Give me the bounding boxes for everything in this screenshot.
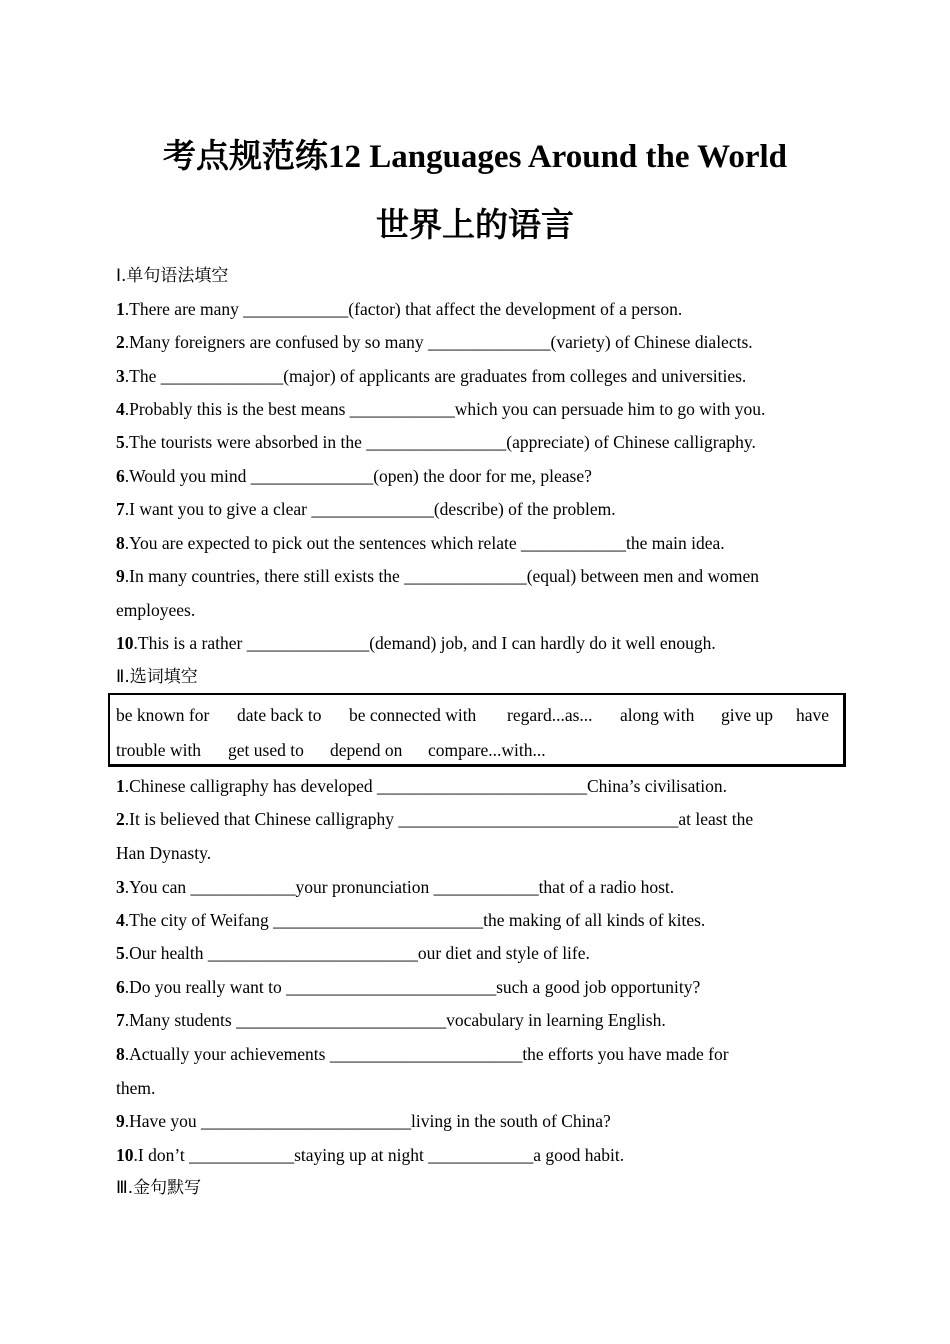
s1-question-1 [116,297,828,321]
s2-question-10 [116,1143,828,1167]
question-text: .I want you to give a clear ______________(describe) of the problem. [124,499,616,519]
question-text: .Have you ________________________living in the south of China? [124,1111,611,1131]
question-number: 3 [116,366,125,386]
question-text: .In many countries, there still exists the ______________(equal) between men and women [124,566,759,586]
word-option: trouble with [116,740,202,760]
s1-question-7 [116,497,828,521]
question-number: 5 [116,432,125,452]
question-number: 1 [116,776,125,796]
question-number: 7 [116,1010,125,1030]
question-number: 2 [116,332,125,352]
question-number: 3 [116,877,125,897]
question-text: .The tourists were absorbed in the ________________(appreciate) of Chinese calligraphy. [124,432,756,452]
question-text: .I don’t ____________staying up at night ____________a good habit. [133,1145,625,1165]
s1-question-3 [116,364,828,388]
s1-question-6 [116,464,828,488]
s2-question-7 [116,1008,828,1032]
page-subtitle: 世界上的语言 [376,208,574,244]
page-title: 考点规范练12 Languages Around the World [162,139,788,175]
s2-question-2 [116,807,828,831]
question-text: .Would you mind ______________(open) the door for me, please? [124,466,592,486]
question-text: .It is believed that Chinese calligraphy ________________________________at least the [124,809,754,829]
question-text: .Actually your achievements ______________________the efforts you have made for [124,1044,729,1064]
s2-question-2-continued: Han Dynasty. [116,843,212,863]
question-number: 4 [116,399,125,419]
question-text: .There are many ____________(factor) that affect the development of a person. [124,299,683,319]
s2-question-4 [116,908,828,932]
s1-question-4 [116,397,828,421]
word-option: compare...with... [428,740,546,760]
word-option: get used to [228,740,304,760]
s1-question-9-continued: employees. [116,600,196,620]
question-text: .Our health ________________________our diet and style of life. [124,943,590,963]
question-text: .This is a rather ______________(demand) job, and I can hardly do it well enough. [133,633,716,653]
s2-question-8 [116,1042,828,1066]
word-option: give up [721,705,774,725]
word-option: be connected with [349,705,477,725]
s1-question-2 [116,330,828,354]
question-number: 10 [116,633,134,653]
question-text: .You are expected to pick out the sentences which relate ____________the main idea. [124,533,725,553]
s2-question-3 [116,875,828,899]
question-text: .Do you really want to ________________________such a good job opportunity? [124,977,701,997]
section-2-heading: Ⅱ.选词填空 [116,667,198,687]
question-number: 4 [116,910,125,930]
question-text: .Probably this is the best means ____________which you can persuade him to go with you. [124,399,766,419]
question-number: 9 [116,566,125,586]
word-option: along with [620,705,695,725]
s2-question-8-continued: them. [116,1078,156,1098]
section-1-heading: Ⅰ.单句语法填空 [116,266,229,286]
question-number: 8 [116,1044,125,1064]
question-text: .The city of Weifang ________________________the making of all kinds of kites. [124,910,706,930]
question-number: 5 [116,943,125,963]
question-number: 2 [116,809,125,829]
section-3-heading: Ⅲ.金句默写 [116,1178,202,1198]
s1-question-5 [116,430,828,454]
word-option: depend on [330,740,403,760]
s2-question-1 [116,774,828,798]
s1-question-10 [116,631,828,655]
word-option: be known for [116,705,210,725]
s2-question-9 [116,1109,828,1133]
question-number: 8 [116,533,125,553]
s1-question-8 [116,531,828,555]
word-bank-box [108,693,846,767]
question-number: 9 [116,1111,125,1131]
question-text: .Chinese calligraphy has developed ________________________China’s civilisation. [124,776,727,796]
s2-question-5 [116,941,828,965]
question-text: .Many students ________________________vocabulary in learning English. [124,1010,666,1030]
question-number: 6 [116,466,125,486]
question-number: 10 [116,1145,134,1165]
word-option: have [796,705,830,725]
question-text: .The ______________(major) of applicants are graduates from colleges and universities. [124,366,747,386]
word-option: regard...as... [507,705,593,725]
question-number: 7 [116,499,125,519]
question-text: .You can ____________your pronunciation ____________that of a radio host. [124,877,675,897]
question-number: 1 [116,299,125,319]
question-number: 6 [116,977,125,997]
word-option: date back to [237,705,322,725]
s1-question-9 [116,564,828,588]
s2-question-6 [116,975,828,999]
question-text: .Many foreigners are confused by so many ______________(variety) of Chinese dialects. [124,332,753,352]
